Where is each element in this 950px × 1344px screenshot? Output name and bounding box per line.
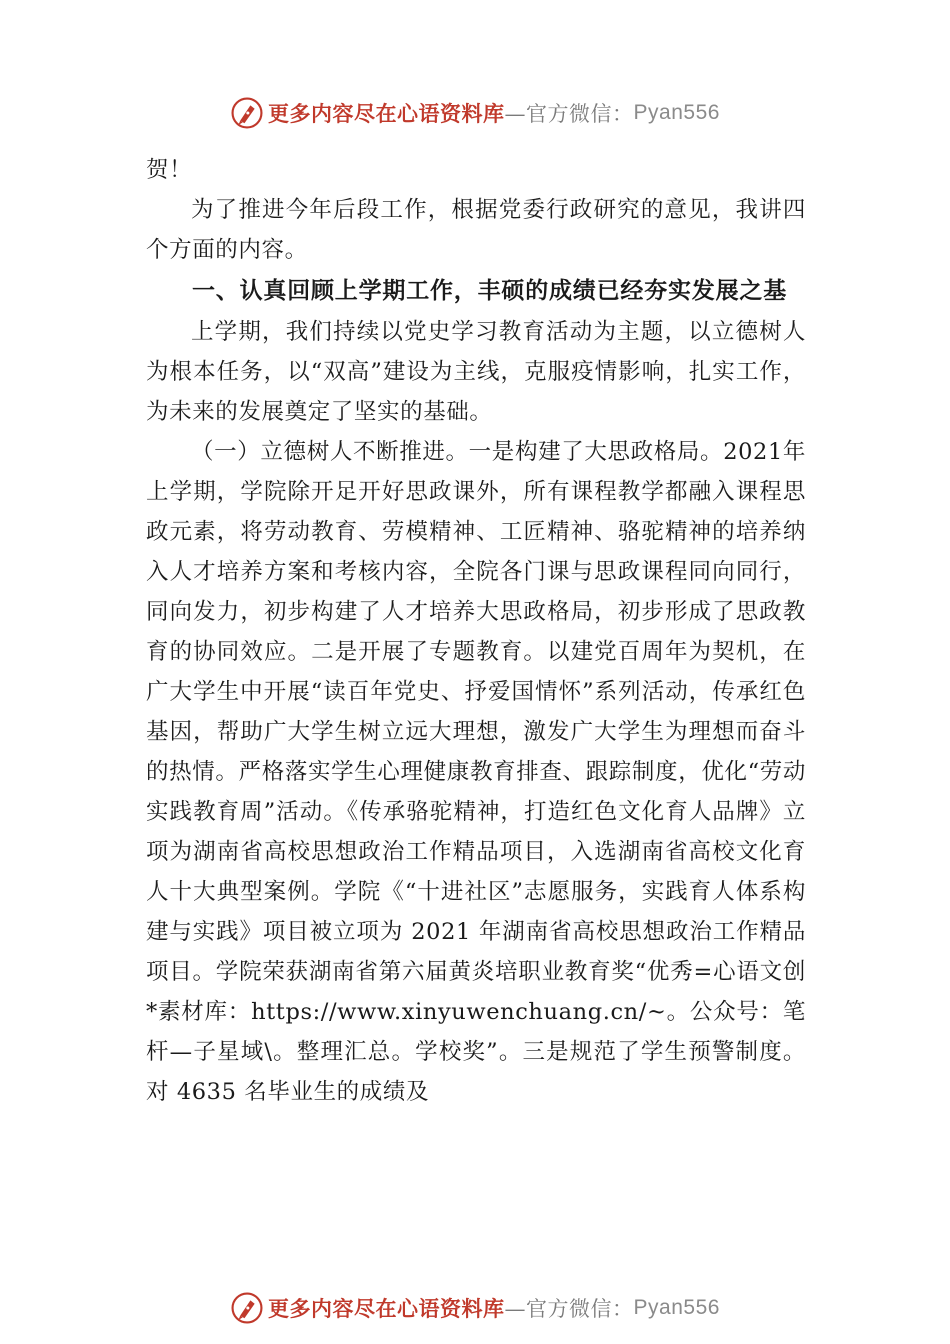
paragraph-intro: 为了推进今年后段工作，根据党委行政研究的意见，我讲四个方面的内容。 [146, 197, 806, 263]
watermark-separator: —官方微信： [504, 102, 634, 126]
header-watermark [0, 93, 950, 133]
document-body [146, 150, 806, 1112]
section-heading-1: 一、认真回顾上学期工作，丰硕的成绩已经夯实发展之基 [192, 278, 787, 304]
watermark-account: Pyan556 [633, 101, 720, 124]
watermark-main-text: 更多内容尽在心语资料库 [268, 101, 505, 126]
paragraph-review: 上学期，我们持续以党史学习教育活动为主题，以立德树人为根本任务，以“双高”建设为主线，克服疫情影响，扎实工作，为未来的发展奠定了坚实的基础。 [146, 319, 806, 425]
watermark-separator: —官方微信： [504, 1297, 634, 1321]
watermark-main-text: 更多内容尽在心语资料库 [268, 1296, 505, 1321]
footer-watermark [0, 1288, 950, 1328]
pen-nib-logo-icon [230, 1291, 264, 1325]
pen-nib-logo-icon [230, 96, 264, 130]
watermark-account: Pyan556 [633, 1296, 720, 1319]
paragraph-moral-education: （一）立德树人不断推进。一是构建了大思政格局。2021年上学期，学院除开足开好思政课外，所有课程教学都融入课程思政元素，将劳动教育、劳模精神、工匠精神、骆驼精神的培养纳入人才培养方案和考核内容，全院各门课与思政课程同向同行，同向发力，初步构建了人才培养大思政格局，初步形成了思政教育的协同效应。二是开展了专题教育。以建党百周年为契机，在广大学生中开展“读百年党史、抒爱国情怀”系列活动，传承红色基因，帮助广大学生树立远大理想，激发广大学生为理想而奋斗的热情。严格落实学生心理健康教育排查、跟踪制度，优化“劳动实践教育周”活动。《传承骆驼精神，打造红色文化育人品牌》立项为湖南省高校思想政治工作精品项目，入选湖南省高校文化育人十大典型案例。学院《“十进社区”志愿服务，实践育人体系构建与实践》项目被立项为 2021 年湖南省高校思想政治工作精品项目。学院荣获湖南省第六届黄炎培职业教育奖“优秀=心语文创*素材库：https://www.xinyuwenchuang.cn/~。公众号：笔杆—子星域\。整理汇总。学校奖”。三是规范了学生预警制度。对 4635 名毕业生的成绩及 [146, 439, 806, 1105]
paragraph-continuation: 贺！ [146, 157, 193, 183]
